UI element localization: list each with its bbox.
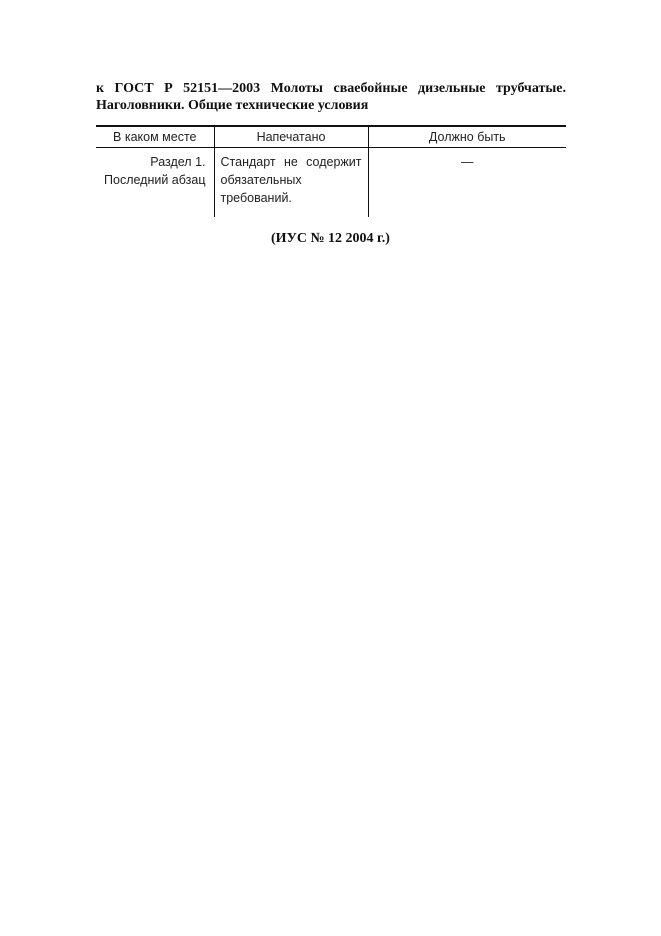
header-should-be: Должно быть [368, 126, 566, 148]
cell-printed [214, 148, 368, 218]
cell-place [96, 148, 214, 218]
table-header-row [96, 126, 566, 148]
source-note: (ИУС № 12 2004 г.) [271, 231, 390, 246]
header-place: В каком месте [96, 126, 214, 148]
table-row [96, 148, 566, 218]
document-title: к ГОСТ Р 52151—2003 Молоты сваебойные дизельные трубчатые. Наголовники. Общие технические условия [96, 81, 566, 113]
erratum-table [96, 125, 566, 217]
cell-printed-text: Стандарт не содержит обязательных требований. [220, 155, 362, 205]
header-printed: Напечатано [214, 126, 368, 148]
cell-should-be-text: — [461, 155, 474, 169]
cell-place-text: Раздел 1. Последний абзац [104, 155, 206, 187]
cell-should-be [368, 148, 566, 218]
